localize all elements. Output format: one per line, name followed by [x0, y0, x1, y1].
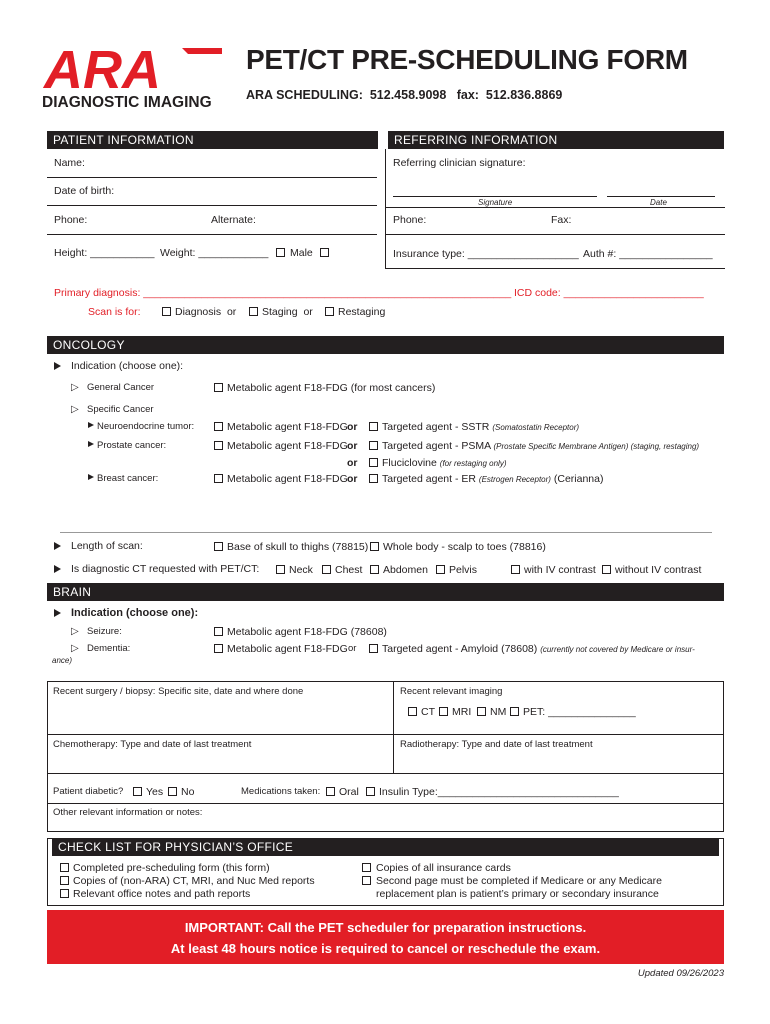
- diabetic-yes-checkbox[interactable]: [133, 787, 142, 796]
- whole-body-label: Whole body - scalp to toes (78816): [383, 541, 546, 553]
- dementia-label: Dementia:: [87, 643, 131, 654]
- updated-date: Updated 09/26/2023: [637, 968, 724, 979]
- chest-label: Chest: [335, 564, 363, 576]
- oral-checkbox[interactable]: [326, 787, 335, 796]
- imaging-mri-label: MRI: [452, 706, 472, 718]
- whole-body-checkbox[interactable]: [370, 542, 379, 551]
- imaging-pet-checkbox[interactable]: [510, 707, 519, 716]
- prostate-or: or: [347, 440, 358, 452]
- diagnostic-ct-label: Is diagnostic CT requested with PET/CT:: [71, 563, 260, 575]
- checklist-insurance-label: Copies of all insurance cards: [376, 862, 511, 874]
- staging-option: Staging or: [262, 306, 313, 318]
- checklist-form-checkbox[interactable]: [60, 863, 69, 872]
- height-label: Height: ___________: [54, 247, 155, 259]
- checklist-reports-checkbox[interactable]: [60, 876, 69, 885]
- ara-logo: [42, 44, 222, 114]
- diabetic-no-label: No: [181, 786, 195, 798]
- referring-phone-label: Phone:: [393, 214, 427, 226]
- oncology-indication-label: Indication (choose one):: [71, 360, 184, 372]
- logo-subtitle: DIAGNOSTIC IMAGING: [42, 94, 212, 111]
- amyloid-label: Targeted agent - Amyloid (78608) (currently not covered by Medicare or insur-: [382, 643, 695, 655]
- seizure-fdg-checkbox[interactable]: [214, 627, 223, 636]
- seizure-fdg-label: Metabolic agent F18-FDG (78608): [227, 626, 387, 638]
- prostate-fdg-checkbox[interactable]: [214, 441, 223, 450]
- general-fdg-label: Metabolic agent F18-FDG (for most cancers): [227, 382, 436, 394]
- pelvis-label: Pelvis: [449, 564, 478, 576]
- amyloid-checkbox[interactable]: [369, 644, 378, 653]
- prostate-arrow-icon: [88, 441, 94, 447]
- oncology-heading: ONCOLOGY: [47, 336, 724, 354]
- checklist-reports-label: Copies of (non-ARA) CT, MRI, and Nuc Med reports: [73, 875, 315, 887]
- important-banner: [47, 910, 724, 964]
- ct-arrow-icon: [54, 565, 61, 573]
- referring-info-heading: REFERRING INFORMATION: [388, 131, 724, 149]
- imaging-nm-label: NM: [490, 706, 507, 718]
- neuroendocrine-label: Neuroendocrine tumor:: [97, 421, 195, 432]
- general-cancer-triangle-icon: ▷: [71, 382, 79, 393]
- female-checkbox[interactable]: [320, 248, 329, 257]
- logo-text: ARA: [44, 44, 161, 94]
- abdomen-label: Abdomen: [383, 564, 428, 576]
- diabetic-label: Patient diabetic?: [53, 786, 124, 797]
- icd-code-label: ICD code: ________________________: [514, 287, 704, 299]
- restaging-option: Restaging: [338, 306, 386, 318]
- imaging-ct-label: CT: [421, 706, 435, 718]
- general-cancer-label: General Cancer: [87, 382, 155, 393]
- base-skull-label: Base of skull to thighs (78815): [227, 541, 369, 553]
- prostate-fdg-label: Metabolic agent F18-FDG: [227, 440, 348, 452]
- checklist-insurance-checkbox[interactable]: [362, 863, 371, 872]
- male-checkbox[interactable]: [276, 248, 285, 257]
- imaging-ct-checkbox[interactable]: [408, 707, 417, 716]
- radiotherapy-label[interactable]: Radiotherapy: Type and date of last treatment: [400, 739, 593, 750]
- auth-number-label: Auth #: ________________: [583, 248, 713, 260]
- sstr-checkbox[interactable]: [369, 422, 378, 431]
- imaging-mri-checkbox[interactable]: [439, 707, 448, 716]
- fluciclovine-label: Fluciclovine (for restaging only): [382, 457, 507, 469]
- indication-arrow-icon: [54, 362, 61, 370]
- breast-label: Breast cancer:: [97, 473, 159, 484]
- fluciclovine-or: or: [347, 457, 358, 469]
- brain-indication-arrow-icon: [54, 609, 61, 617]
- diabetic-yes-label: Yes: [146, 786, 164, 798]
- ara-logo-mark: [42, 44, 222, 94]
- insurance-type-label: Insurance type: ___________________: [393, 248, 579, 260]
- date-caption: Date: [650, 198, 667, 207]
- male-label: Male: [290, 247, 313, 259]
- psma-label: Targeted agent - PSMA (Prostate Specific Membrane Antigen) (staging, restaging): [382, 440, 700, 452]
- scan-for-label: Scan is for:: [88, 306, 141, 318]
- pelvis-checkbox[interactable]: [436, 565, 445, 574]
- sstr-label: Targeted agent - SSTR (Somatostatin Receptor): [382, 421, 580, 433]
- surgery-biopsy-label[interactable]: Recent surgery / biopsy: Specific site, date and where done: [53, 686, 304, 697]
- general-fdg-checkbox[interactable]: [214, 383, 223, 392]
- recent-imaging-label: Recent relevant imaging: [400, 686, 503, 697]
- breast-arrow-icon: [88, 474, 94, 480]
- checklist-form-label: Completed pre-scheduling form (this form): [73, 862, 270, 874]
- dementia-triangle-icon: ▷: [71, 643, 79, 654]
- er-checkbox[interactable]: [369, 474, 378, 483]
- checklist-heading: CHECK LIST FOR PHYSICIAN’S OFFICE: [52, 838, 719, 856]
- checklist-notes-label: Relevant office notes and path reports: [73, 888, 251, 900]
- amyloid-note-cont: ance): [52, 656, 73, 665]
- important-line-1: IMPORTANT: Call the PET scheduler for preparation instructions.: [184, 920, 587, 935]
- staging-checkbox[interactable]: [249, 307, 258, 316]
- chemotherapy-label[interactable]: Chemotherapy: Type and date of last treatment: [53, 739, 252, 750]
- neuro-arrow-icon: [88, 422, 94, 428]
- neuro-fdg-checkbox[interactable]: [214, 422, 223, 431]
- neuro-or: or: [347, 421, 358, 433]
- important-line-2: At least 48 hours notice is required to cancel or reschedule the exam.: [170, 941, 601, 956]
- breast-fdg-checkbox[interactable]: [214, 474, 223, 483]
- seizure-triangle-icon: ▷: [71, 626, 79, 637]
- diabetic-no-checkbox[interactable]: [168, 787, 177, 796]
- fluciclovine-checkbox[interactable]: [369, 458, 378, 467]
- referring-signature-label: Referring clinician signature:: [393, 157, 526, 169]
- chest-checkbox[interactable]: [322, 565, 331, 574]
- imaging-nm-checkbox[interactable]: [477, 707, 486, 716]
- phone-label: Phone:: [54, 214, 88, 226]
- scheduling-contact: ARA SCHEDULING: 512.458.9098 fax: 512.836.8869: [246, 88, 563, 102]
- dementia-fdg-label: Metabolic agent F18-FDG: [227, 643, 348, 655]
- oral-label: Oral: [339, 786, 359, 798]
- specific-cancer-label: Specific Cancer: [87, 404, 154, 415]
- dob-label: Date of birth:: [54, 185, 115, 197]
- neuro-fdg-label: Metabolic agent F18-FDG: [227, 421, 348, 433]
- page-title: PET/CT PRE-SCHEDULING FORM: [246, 44, 688, 75]
- prostate-label: Prostate cancer:: [97, 440, 167, 451]
- neck-checkbox[interactable]: [276, 565, 285, 574]
- breast-fdg-label: Metabolic agent F18-FDG: [227, 473, 348, 485]
- length-arrow-icon: [54, 542, 61, 550]
- insulin-label: Insulin Type:_______________________________: [379, 786, 619, 798]
- checklist-second-page-label: Second page must be completed if Medicare or any Medicare: [376, 875, 662, 887]
- restaging-checkbox[interactable]: [325, 307, 334, 316]
- er-label: Targeted agent - ER (Estrogen Receptor) (Cerianna): [382, 473, 604, 485]
- patient-info-heading: PATIENT INFORMATION: [47, 131, 378, 149]
- medications-label: Medications taken:: [241, 786, 321, 797]
- seizure-label: Seizure:: [87, 626, 122, 637]
- dementia-or: or: [348, 643, 357, 654]
- insulin-checkbox[interactable]: [366, 787, 375, 796]
- weight-label: Weight: ____________: [160, 247, 269, 259]
- name-label: Name:: [54, 157, 85, 169]
- other-notes-label[interactable]: Other relevant information or notes:: [53, 807, 203, 818]
- primary-diagnosis-label: Primary diagnosis: _______________________________________________________________: [54, 287, 512, 299]
- signature-caption: Signature: [478, 198, 513, 207]
- without-contrast-label: without IV contrast: [615, 564, 702, 576]
- dementia-fdg-checkbox[interactable]: [214, 644, 223, 653]
- abdomen-checkbox[interactable]: [370, 565, 379, 574]
- base-skull-checkbox[interactable]: [214, 542, 223, 551]
- diagnosis-checkbox[interactable]: [162, 307, 171, 316]
- checklist-second-page-label-cont: replacement plan is patient’s primary or secondary insurance: [376, 888, 659, 900]
- checklist-notes-checkbox[interactable]: [60, 889, 69, 898]
- referring-fax-label: Fax:: [551, 214, 572, 226]
- psma-checkbox[interactable]: [369, 441, 378, 450]
- with-contrast-label: with IV contrast: [524, 564, 596, 576]
- length-of-scan-label: Length of scan:: [71, 540, 143, 552]
- without-contrast-checkbox[interactable]: [602, 565, 611, 574]
- breast-or: or: [347, 473, 358, 485]
- specific-cancer-triangle-icon: ▷: [71, 404, 79, 415]
- checklist-second-page-checkbox[interactable]: [362, 876, 371, 885]
- alternate-phone-label: Alternate:: [211, 214, 256, 226]
- neck-label: Neck: [289, 564, 313, 576]
- with-contrast-checkbox[interactable]: [511, 565, 520, 574]
- brain-heading: BRAIN: [47, 583, 724, 601]
- imaging-pet-label: PET: _______________: [523, 706, 636, 718]
- brain-indication-label: Indication (choose one):: [71, 607, 199, 619]
- diagnosis-option: Diagnosis or: [175, 306, 237, 318]
